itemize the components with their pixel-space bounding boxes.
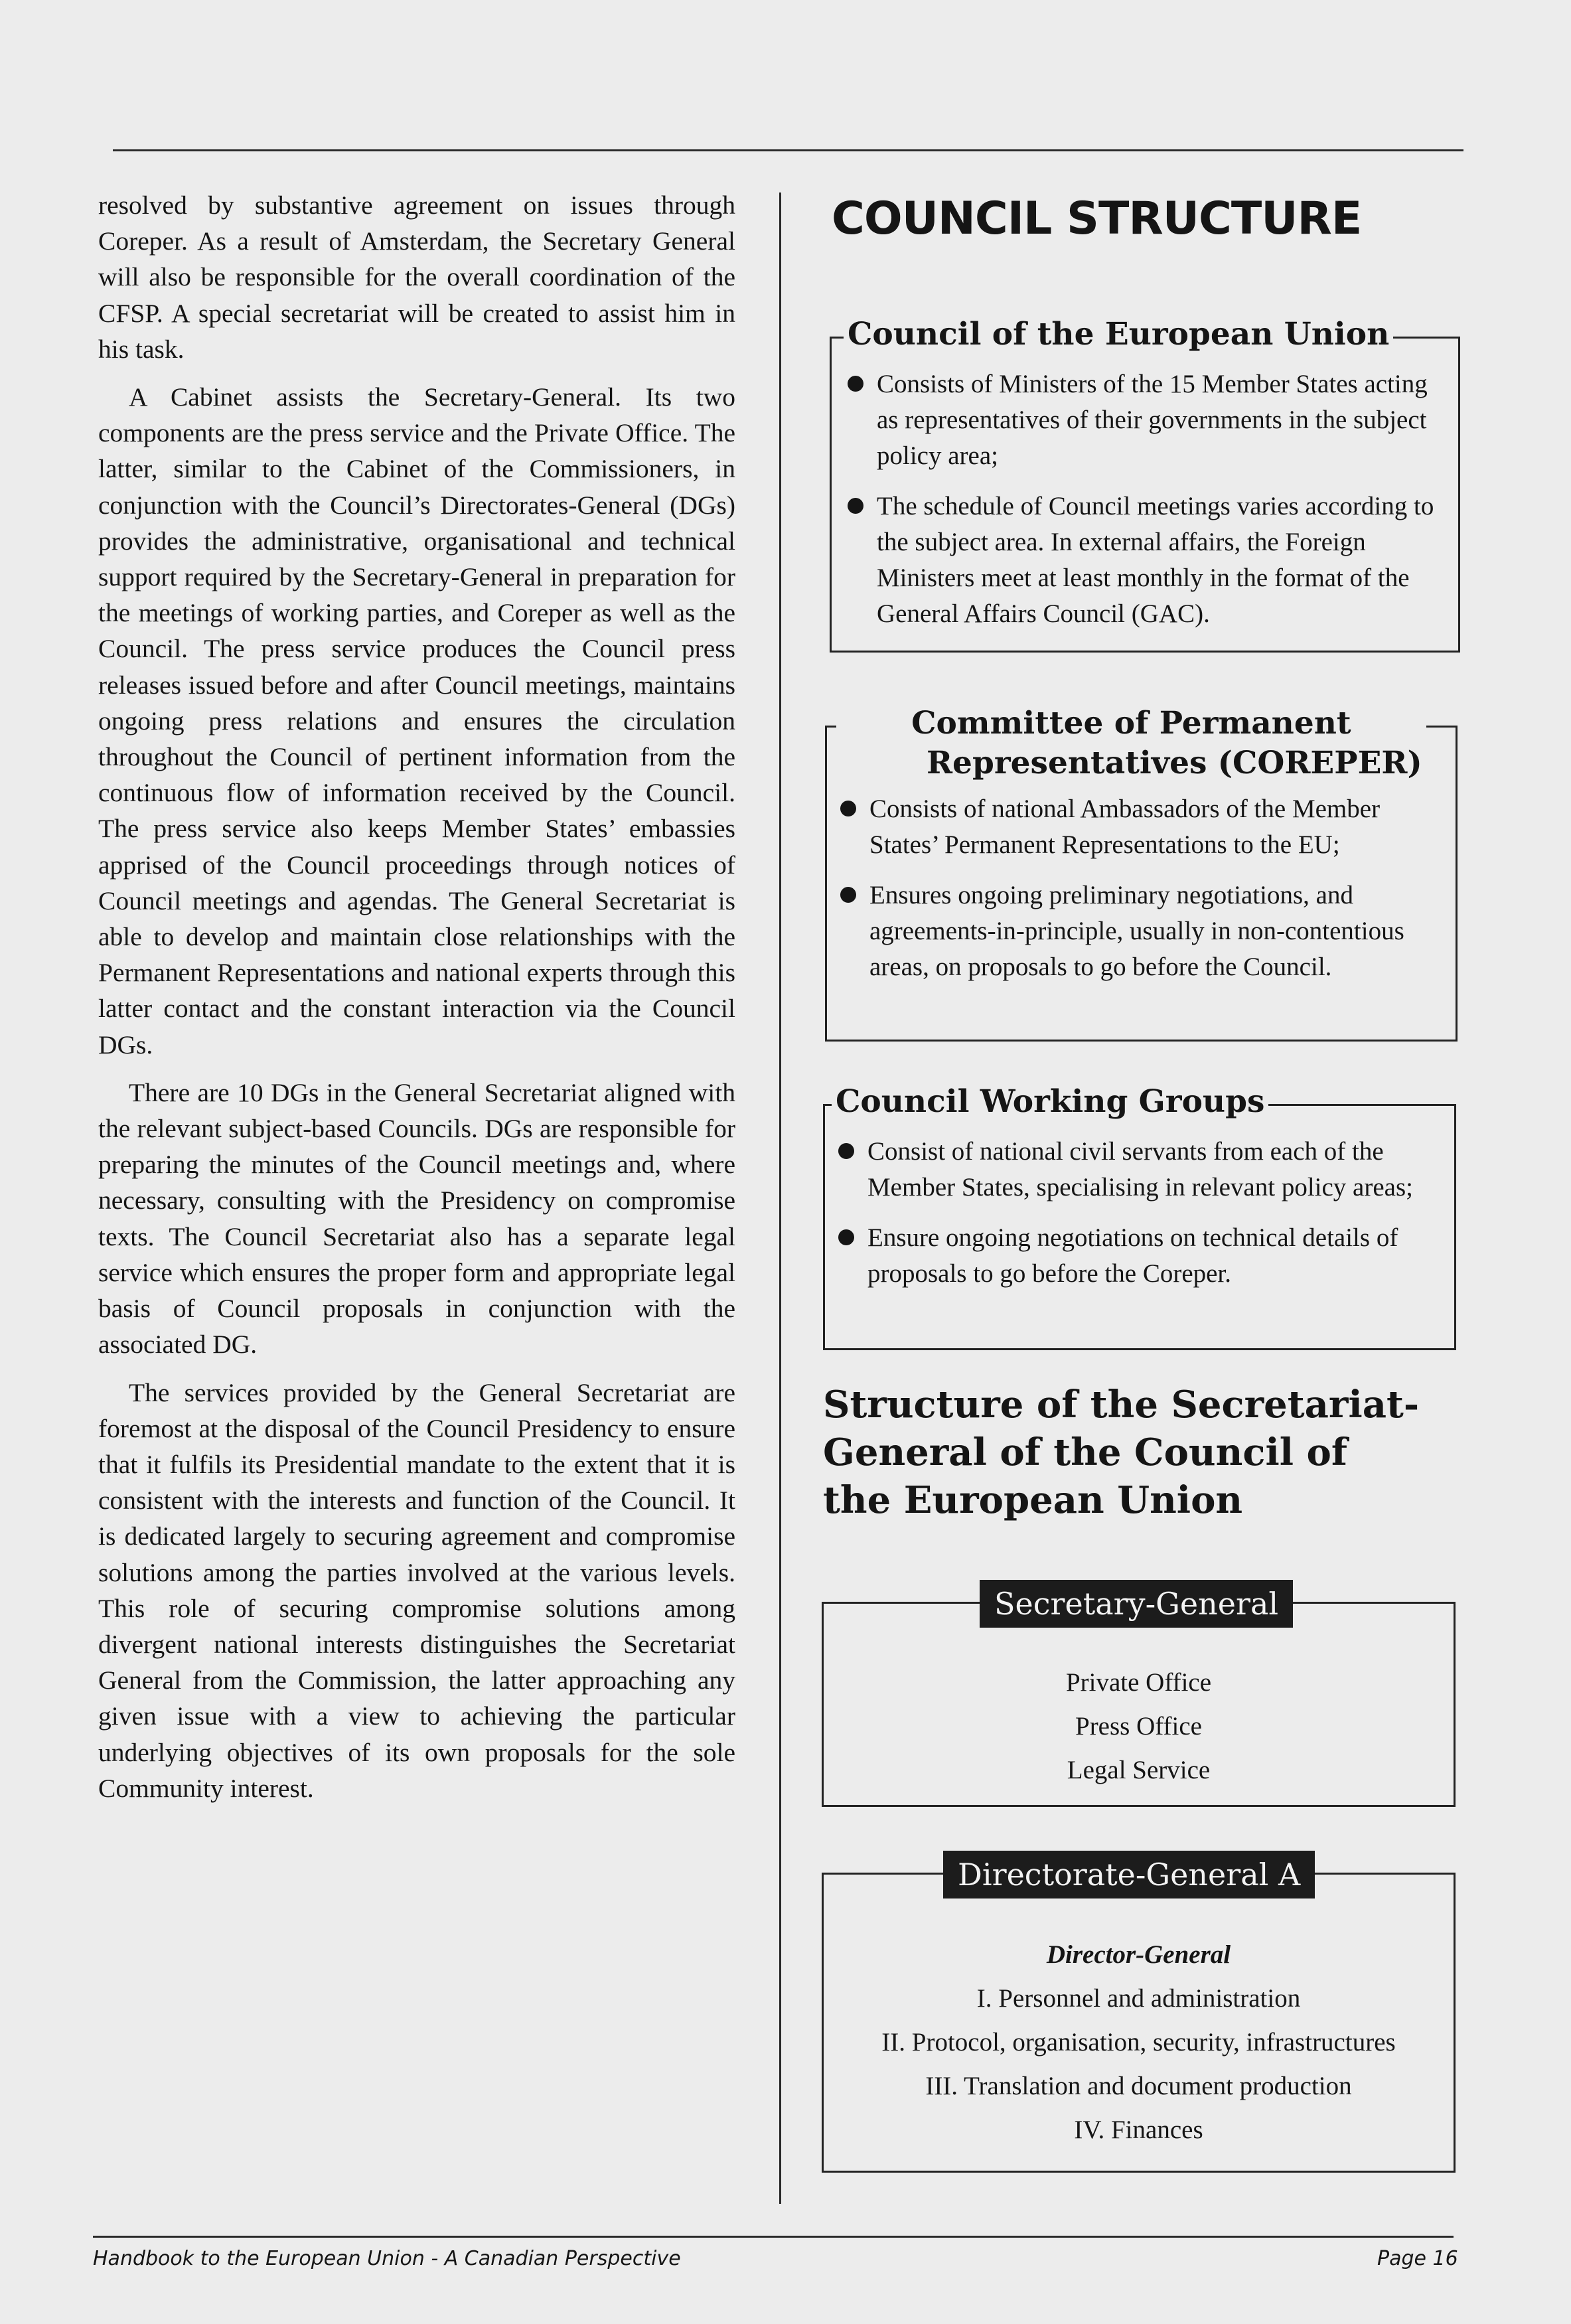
paragraph: A Cabinet assists the Secretary-General. Its two components are the press service and the Private Office. The latter, similar to the Cabinet of the Commissioners, in conjunction with the Council’s Directorates-General (DGs) provides the administrative, organisational and technical support required by the Secretary-General in preparation for the meetings of working parties, and Coreper as well as the Council. The press service produces the Council press releases issued before and after Council meetings, maintains ongoing press relations and ensures the circulation throughout the Council of pertinent information from the continuous flow of information received by the Council. The press service also keeps Member States’ embassies apprised of the Council proceedings through notices of Council meetings and agendas. The General Secretariat is able to develop and maintain close relationships with the Permanent Representations and national experts through this latter contact and the constant interaction via the Council DGs. (98, 382, 735, 1059)
org-item: IV. Finances (1074, 2116, 1203, 2144)
list-item: Ensure ongoing negotiations on technical details of proposals to go before the Coreper. (829, 1220, 1448, 1292)
bullet-icon (840, 887, 856, 903)
left-column (98, 187, 735, 1818)
list-item: Consist of national civil servants from each of the Member States, specialising in relevant policy areas; (829, 1134, 1448, 1205)
paragraph: The services provided by the General Secretariat are foremost at the disposal of the Council Presidency to ensure that it fulfils its Presidential mandate to the extent that it is consistent with the interests and function of the Council. It is dedicated largely to securing agreement and compromise solutions among the parties involved at the various levels. This role of securing compromise solutions among divergent national interests distinguishes the Secretariat General from the Commission, the latter approaching any given issue with a view to achieving the particular underlying objectives of its own proposals for the sole Community interest. (98, 1377, 735, 1803)
list-item: The schedule of Council meetings varies according to the subject area. In external affairs, the Foreign Ministers meet at least monthly in the format of the General Affairs Council (GAC). (838, 489, 1450, 632)
bullet-icon (838, 1229, 854, 1245)
box-heading: Council of the European Union (844, 315, 1393, 354)
directorate-general-box (822, 1857, 1456, 2173)
org-item: Press Office (1075, 1712, 1202, 1741)
section-title: COUNCIL STRUCTURE (832, 193, 1362, 245)
page-number: Page 16 (1377, 2247, 1458, 2270)
org-item: III. Translation and document production (925, 2072, 1352, 2100)
list-item: Ensures ongoing preliminary negotiations, and agreements-in-principle, usually in non-contentious areas, on proposals to go before the Council. (831, 878, 1449, 985)
org-head: Director-General (1046, 1940, 1231, 1969)
coreper-box (825, 705, 1458, 1042)
secretary-general-box (822, 1586, 1456, 1807)
list-item: Consists of national Ambassadors of the Member States’ Permanent Representations to the EU; (831, 791, 1449, 863)
footer-title: Handbook to the European Union - A Canadian Perspective (93, 2247, 681, 2270)
paragraph: resolved by substantive agreement on issues through Coreper. As a result of Amsterdam, the Secretary General will also be responsible for the overall coordination of the CFSP. A special secretariat will be created to assist him in his task. (98, 191, 735, 364)
bullet-icon (840, 801, 856, 816)
box-heading: Council Working Groups (832, 1082, 1268, 1122)
list-item: Consists of Ministers of the 15 Member States acting as representatives of their governments in the subject policy area; (838, 366, 1450, 474)
secretary-general-label: Secretary-General (980, 1580, 1293, 1628)
bullet-icon (848, 498, 863, 514)
org-item: II. Protocol, organisation, security, infrastructures (881, 2028, 1396, 2056)
council-eu-box (830, 316, 1460, 653)
org-item: Legal Service (1067, 1756, 1211, 1784)
org-item: Private Office (1065, 1668, 1212, 1697)
structure-title: Structure of the Secretariat-General of the Council of the European Union (823, 1383, 1420, 1522)
org-item: I. Personnel and administration (976, 1984, 1301, 2013)
bullet-icon (838, 1143, 854, 1159)
bottom-rule (93, 2236, 1454, 2238)
top-rule (113, 149, 1463, 151)
bullet-icon (848, 376, 863, 392)
working-groups-box (823, 1083, 1456, 1350)
directorate-general-label: Directorate-General A (943, 1851, 1315, 1898)
org-list (824, 1661, 1454, 1792)
org-list (824, 1933, 1454, 2152)
paragraph: There are 10 DGs in the General Secretariat aligned with the relevant subject-based Councils. DGs are responsible for preparing the minutes of the Council meetings and, where necessary, consulting with the Presidency on compromise texts. The Council Secretariat also has a separate legal service which ensures the proper form and appropriate legal basis of Council proposals in conjunction with the associated DG. (98, 1077, 735, 1359)
column-divider (779, 193, 781, 2204)
box-heading: Committee of Permanent Representatives (COREPER) (836, 704, 1426, 783)
